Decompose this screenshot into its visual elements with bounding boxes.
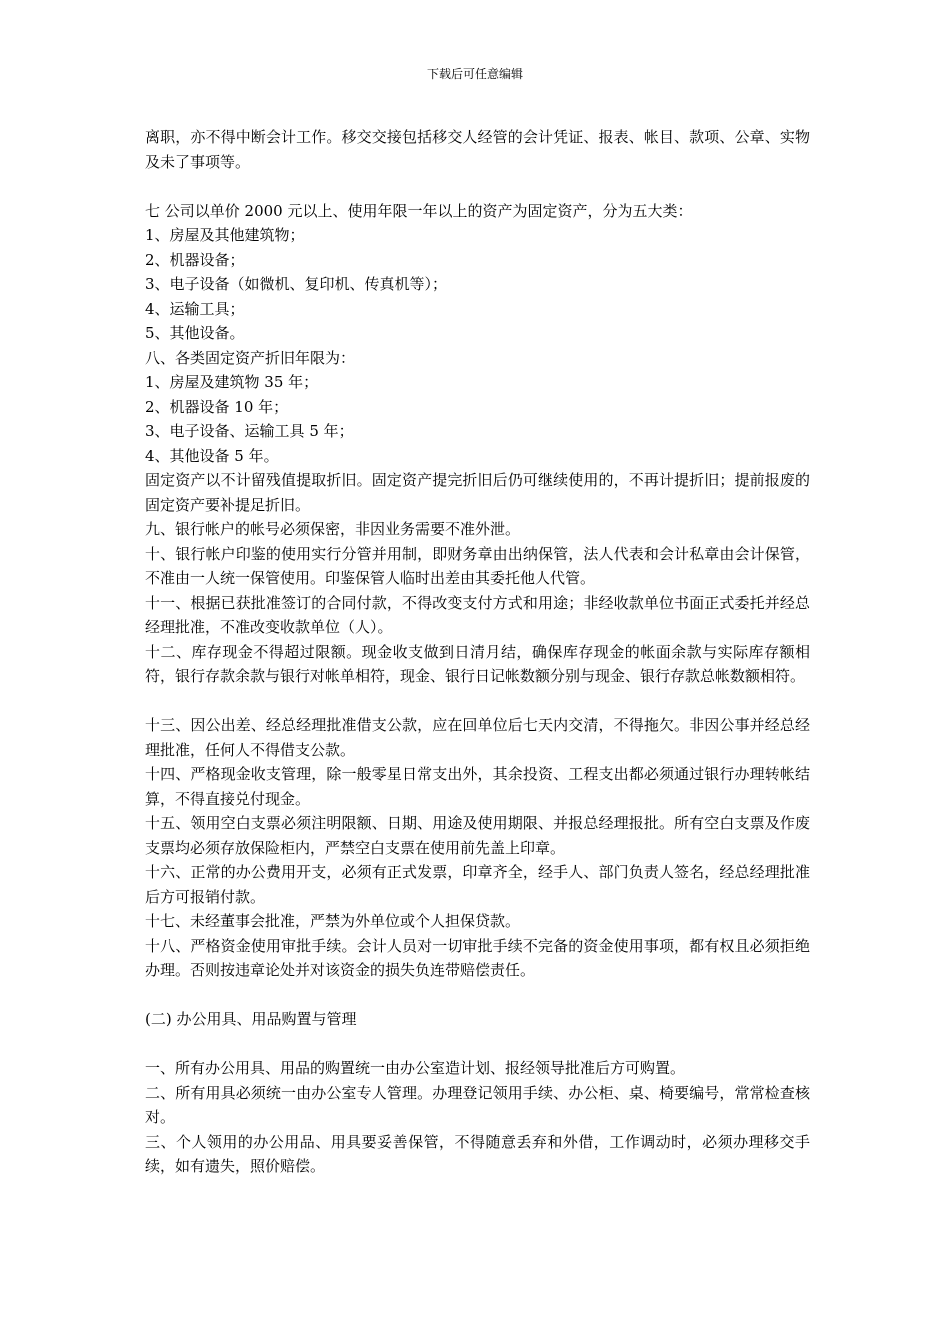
paragraph: 二、所有用具必须统一由办公室专人管理。办理登记领用手续、办公柜、桌、椅要编号，常常检查核对。 [145, 1083, 810, 1126]
paragraph: 十、银行帐户印鉴的使用实行分管并用制，即财务章由出纳保管，法人代表和会计私章由会计保管，不准由一人统一保管使用。印鉴保管人临时出差由其委托他人代管。 [145, 544, 810, 587]
document-body [145, 125, 810, 1179]
list-item: 4、其他设备 5 年。 [145, 446, 279, 465]
paragraph: 八、各类固定资产折旧年限为： [145, 348, 356, 367]
paragraph: 七 公司以单价 2000 元以上、使用年限一年以上的资产为固定资产，分为五大类： [145, 201, 693, 220]
paragraph: 十三、因公出差、经总经理批准借支公款，应在回单位后七天内交清，不得拖欠。非因公事并经总经理批准，任何人不得借支公款。 [145, 716, 810, 759]
paragraph: 十七、未经董事会批准，严禁为外单位或个人担保贷款。 [145, 912, 521, 930]
list-item: 1、房屋及其他建筑物； [145, 226, 305, 244]
list-item: 5、其他设备。 [145, 324, 245, 342]
page-header: 下载后可任意编辑 [426, 67, 523, 81]
list-item: 3、电子设备（如微机、复印机、传真机等）； [145, 275, 448, 293]
paragraph: 固定资产以不计留残值提取折旧。固定资产提完折旧后仍可继续使用的，不再计提折旧；提前报废的固定资产要补提足折旧。 [145, 471, 810, 514]
paragraph: 离职，亦不得中断会计工作。移交交接包括移交人经管的会计凭证、报表、帐目、款项、公章、实物及未了事项等。 [145, 128, 810, 171]
list-item: 1、房屋及建筑物 35 年； [145, 373, 319, 391]
paragraph: 十二、库存现金不得超过限额。现金收支做到日清月结，确保库存现金的帐面余款与实际库存额相符，银行存款余款与银行对帐单相符，现金、银行日记帐数额分别与现金、银行存款总帐数额相符。 [145, 642, 810, 685]
list-item: 3、电子设备、运输工具 5 年； [145, 422, 354, 440]
list-item: 2、机器设备； [145, 250, 245, 269]
list-item: 4、运输工具； [145, 299, 245, 318]
section-heading: (二) 办公用具、用品购置与管理 [145, 1010, 357, 1028]
paragraph: 十六、正常的办公费用开支，必须有正式发票，印章齐全，经手人、部门负责人签名，经总经理批准后方可报销付款。 [145, 863, 810, 906]
paragraph: 一、所有办公用具、用品的购置统一由办公室造计划、报经领导批准后方可购置。 [145, 1059, 686, 1077]
paragraph: 十一、根据已获批准签订的合同付款，不得改变支付方式和用途；非经收款单位书面正式委托并经总经理批准，不准改变收款单位（人）。 [145, 593, 810, 636]
paragraph: 十八、严格资金使用审批手续。会计人员对一切审批手续不完备的资金使用事项，都有权且必须拒绝办理。否则按违章论处并对该资金的损失负连带赔偿责任。 [145, 936, 810, 979]
paragraph: 三、个人领用的办公用品、用具要妥善保管，不得随意丢弃和外借，工作调动时，必须办理移交手续，如有遗失，照价赔偿。 [145, 1132, 810, 1175]
paragraph: 十五、领用空白支票必须注明限额、日期、用途及使用期限、并报总经理报批。所有空白支票及作废支票均必须存放保险柜内，严禁空白支票在使用前先盖上印章。 [145, 814, 810, 857]
paragraph: 九、银行帐户的帐号必须保密，非因业务需要不准外泄。 [145, 520, 521, 538]
list-item: 2、机器设备 10 年； [145, 397, 289, 416]
paragraph: 十四、严格现金收支管理，除一般零星日常支出外，其余投资、工程支出都必须通过银行办理转帐结算，不得直接兑付现金。 [145, 765, 810, 808]
